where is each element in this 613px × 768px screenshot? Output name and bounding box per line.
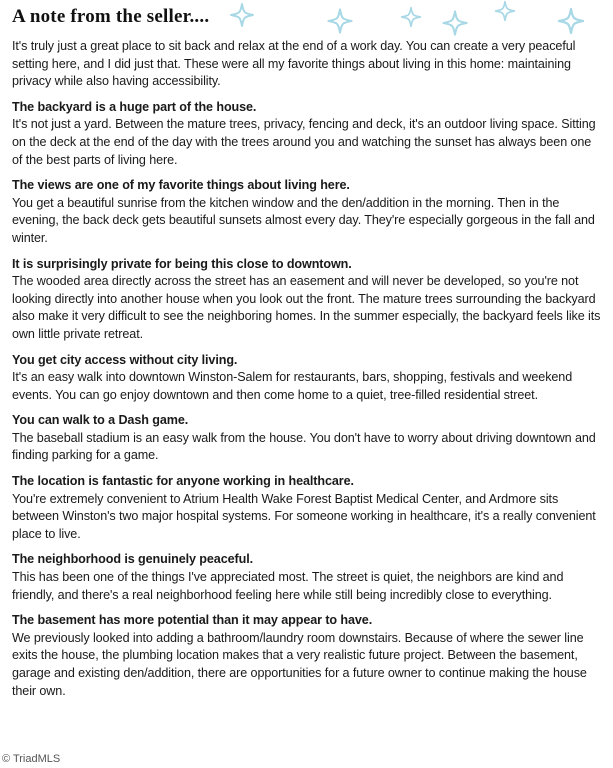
section-heading: The backyard is a huge part of the house. bbox=[12, 99, 257, 114]
page-title: A note from the seller.... bbox=[12, 6, 210, 27]
sparkle-icon bbox=[328, 9, 351, 32]
sparkle-icon bbox=[496, 2, 515, 21]
section-heading: The basement has more potential than it may appear to have. bbox=[12, 613, 373, 628]
section-body: The wooded area directly across the street has an easement and will never be developed, so you're not looking directly into another house when you look out the front. The mature trees surrounding the backyard also make it very difficult to see the neighboring homes. In the summer especially, the backyard feels like its own little private retreat. bbox=[12, 274, 601, 341]
sparkle-icon bbox=[443, 11, 466, 34]
copyright-notice: © TriadMLS bbox=[2, 753, 61, 765]
section-city-access bbox=[12, 352, 604, 405]
section-basement bbox=[12, 612, 604, 700]
section-heading: The neighborhood is genuinely peaceful. bbox=[12, 552, 254, 567]
section-backyard bbox=[12, 99, 604, 169]
section-body: It's an easy walk into downtown Winston-Salem for restaurants, bars, shopping, festivals and weekend events. You can go enjoy downtown and then come home to a quiet, tree-filled residential street. bbox=[12, 370, 573, 402]
section-body: It's not just a yard. Between the mature trees, privacy, fencing and deck, it's an outdoor living space. Sitting on the deck at the end of the day with the trees around you and watching the sunset has always been one of the best parts of living here. bbox=[12, 117, 596, 167]
section-privacy bbox=[12, 256, 604, 344]
section-views bbox=[12, 177, 604, 247]
section-heading: You get city access without city living. bbox=[12, 352, 238, 367]
sparkle-icon bbox=[402, 8, 421, 27]
section-heading: The location is fantastic for anyone working in healthcare. bbox=[12, 474, 354, 489]
sparkle-icon bbox=[559, 9, 583, 33]
section-heading: The views are one of my favorite things about living here. bbox=[12, 178, 350, 193]
section-body: You're extremely convenient to Atrium Health Wake Forest Baptist Medical Center, and Ardmore sits between Winston's two major hospital systems. For someone working in healthcare, it's a really convenient place to live. bbox=[12, 491, 596, 541]
section-heading: It is surprisingly private for being this close to downtown. bbox=[12, 256, 352, 271]
note-content bbox=[12, 38, 604, 708]
section-heading: You can walk to a Dash game. bbox=[12, 413, 189, 428]
section-body: You get a beautiful sunrise from the kitchen window and the den/addition in the morning. Then in the evening, the back deck gets beautiful sunsets almost every day. They're especially gorgeous in the fall and winter. bbox=[12, 195, 595, 245]
section-body: The baseball stadium is an easy walk from the house. You don't have to worry about driving downtown and finding parking for a game. bbox=[12, 430, 596, 463]
intro-paragraph: It's truly just a great place to sit back and relax at the end of a work day. You can create a very peaceful setting here, and I did just that. These were all my favorite things about living in this home: maintaining privacy while also having accessibility. bbox=[12, 39, 576, 89]
sparkle-icon bbox=[231, 4, 253, 26]
section-healthcare bbox=[12, 473, 604, 543]
section-dash-game bbox=[12, 412, 604, 465]
section-neighborhood bbox=[12, 551, 604, 604]
section-body: We previously looked into adding a bathroom/laundry room downstairs. Because of where the sewer line exits the house, the plumbing location makes that a very realistic future project. Between the basement, garage and existing den/addition, there are opportunities for a future owner to continue making the house their own. bbox=[12, 630, 587, 698]
section-body: This has been one of the things I've appreciated most. The street is quiet, the neighbors are kind and friendly, and there's a real neighborhood feeling here while still being incredibly close to everything. bbox=[12, 570, 564, 602]
